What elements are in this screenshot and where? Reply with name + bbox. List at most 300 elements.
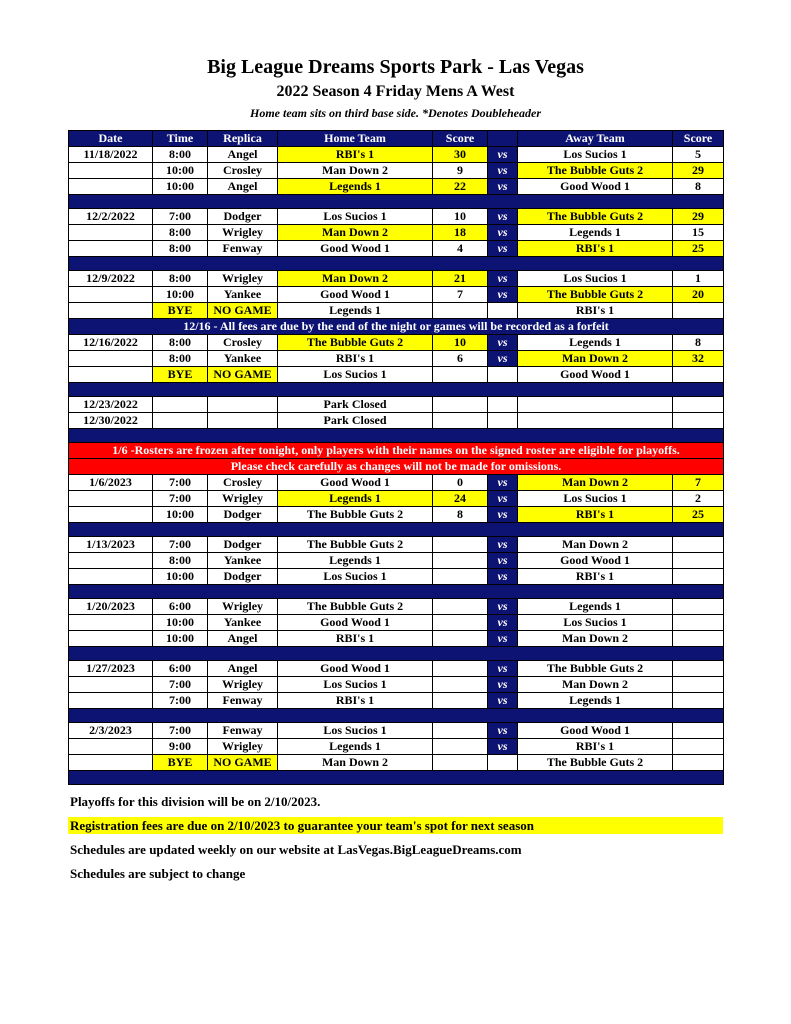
- vs-cell: vs: [488, 569, 518, 585]
- time-cell: 6:00: [153, 599, 208, 615]
- time-cell: 8:00: [153, 335, 208, 351]
- separator-row: [69, 771, 724, 785]
- away-score-cell: [673, 537, 724, 553]
- home-score-cell: [433, 631, 488, 647]
- home-team-cell: Man Down 2: [278, 225, 433, 241]
- header-home-team: Home Team: [278, 131, 433, 147]
- home-score-cell: 10: [433, 335, 488, 351]
- replica-cell: [208, 397, 278, 413]
- notice-row: [69, 319, 724, 335]
- home-team-cell: The Bubble Guts 2: [278, 599, 433, 615]
- home-team-cell: Los Sucios 1: [278, 569, 433, 585]
- vs-cell: vs: [488, 179, 518, 195]
- bye-row: [69, 755, 724, 771]
- time-cell: 7:00: [153, 693, 208, 709]
- bye-row: [69, 303, 724, 319]
- away-team-cell: Legends 1: [518, 599, 673, 615]
- away-team-cell: Man Down 2: [518, 475, 673, 491]
- away-team-cell: Los Sucios 1: [518, 491, 673, 507]
- alert-row: [69, 459, 724, 475]
- game-row: [69, 271, 724, 287]
- time-cell: 8:00: [153, 147, 208, 163]
- away-score-cell: 15: [673, 225, 724, 241]
- date-cell: [69, 615, 153, 631]
- replica-cell: Fenway: [208, 693, 278, 709]
- game-row: [69, 693, 724, 709]
- separator-bar: [69, 771, 724, 785]
- away-score-cell: [673, 303, 724, 319]
- away-team-cell: The Bubble Guts 2: [518, 163, 673, 179]
- separator-bar: [69, 647, 724, 661]
- home-team-cell: Man Down 2: [278, 755, 433, 771]
- away-score-cell: [673, 723, 724, 739]
- home-team-cell: Los Sucios 1: [278, 723, 433, 739]
- home-score-cell: 8: [433, 507, 488, 523]
- time-cell: 8:00: [153, 553, 208, 569]
- away-score-cell: [673, 413, 724, 429]
- home-score-cell: 4: [433, 241, 488, 257]
- bye-row: [69, 367, 724, 383]
- closed-row: [69, 413, 724, 429]
- game-row: [69, 475, 724, 491]
- game-row: [69, 209, 724, 225]
- away-score-cell: 25: [673, 241, 724, 257]
- replica-cell: Dodger: [208, 537, 278, 553]
- away-score-cell: [673, 615, 724, 631]
- home-team-note: Home team sits on third base side. *Denotes Doubleheader: [250, 106, 541, 120]
- header-away-score: Score: [673, 131, 724, 147]
- date-cell: [69, 569, 153, 585]
- footer-line-1: Playoffs for this division will be on 2/10/2023.: [70, 794, 321, 809]
- park-closed-cell: Park Closed: [278, 413, 433, 429]
- vs-cell: vs: [488, 335, 518, 351]
- notice-text: 12/16 - All fees are due by the end of the night or games will be recorded as a forfeit: [69, 319, 724, 335]
- date-cell: [69, 163, 153, 179]
- date-cell: [69, 739, 153, 755]
- date-cell: [69, 491, 153, 507]
- separator-bar: [69, 523, 724, 537]
- separator-row: [69, 585, 724, 599]
- home-score-cell: [433, 693, 488, 709]
- game-row: [69, 241, 724, 257]
- game-row: [69, 351, 724, 367]
- away-score-cell: [673, 661, 724, 677]
- game-row: [69, 491, 724, 507]
- away-team-cell: Legends 1: [518, 225, 673, 241]
- time-cell: 10:00: [153, 287, 208, 303]
- away-team-cell: Good Wood 1: [518, 723, 673, 739]
- time-cell: 7:00: [153, 475, 208, 491]
- away-team-cell: Los Sucios 1: [518, 615, 673, 631]
- away-team-cell: Good Wood 1: [518, 179, 673, 195]
- time-cell: 6:00: [153, 661, 208, 677]
- game-row: [69, 147, 724, 163]
- home-score-cell: [433, 615, 488, 631]
- separator-row: [69, 647, 724, 661]
- alert-text: 1/6 -Rosters are frozen after tonight, only players with their names on the signed roster are eligible for playoffs.: [69, 443, 724, 459]
- game-row: [69, 553, 724, 569]
- date-cell: 12/23/2022: [69, 397, 153, 413]
- vs-cell: [488, 303, 518, 319]
- away-team-cell: The Bubble Guts 2: [518, 287, 673, 303]
- away-score-cell: [673, 677, 724, 693]
- table-header-row: [69, 131, 724, 147]
- vs-cell: vs: [488, 661, 518, 677]
- home-team-cell: Good Wood 1: [278, 287, 433, 303]
- replica-cell: Wrigley: [208, 739, 278, 755]
- vs-cell: vs: [488, 739, 518, 755]
- home-team-cell: Man Down 2: [278, 271, 433, 287]
- away-team-cell: Los Sucios 1: [518, 271, 673, 287]
- away-team-cell: The Bubble Guts 2: [518, 209, 673, 225]
- header-away-team: Away Team: [518, 131, 673, 147]
- date-cell: 1/27/2023: [69, 661, 153, 677]
- game-row: [69, 723, 724, 739]
- replica-cell: Wrigley: [208, 677, 278, 693]
- date-cell: 2/3/2023: [69, 723, 153, 739]
- date-cell: [69, 179, 153, 195]
- date-cell: [69, 241, 153, 257]
- replica-cell: Dodger: [208, 507, 278, 523]
- home-team-cell: The Bubble Guts 2: [278, 507, 433, 523]
- separator-row: [69, 195, 724, 209]
- game-row: [69, 335, 724, 351]
- header-time: Time: [153, 131, 208, 147]
- no-game-cell: NO GAME: [208, 755, 278, 771]
- no-game-cell: NO GAME: [208, 303, 278, 319]
- time-cell: 7:00: [153, 537, 208, 553]
- away-team-cell: RBI's 1: [518, 569, 673, 585]
- away-score-cell: [673, 553, 724, 569]
- away-score-cell: [673, 739, 724, 755]
- bye-cell: BYE: [153, 303, 208, 319]
- page-subtitle: 2022 Season 4 Friday Mens A West: [276, 83, 515, 100]
- vs-cell: vs: [488, 507, 518, 523]
- home-score-cell: [433, 739, 488, 755]
- away-score-cell: 8: [673, 179, 724, 195]
- time-cell: 10:00: [153, 569, 208, 585]
- vs-cell: vs: [488, 209, 518, 225]
- vs-cell: vs: [488, 631, 518, 647]
- replica-cell: Angel: [208, 661, 278, 677]
- away-team-cell: Good Wood 1: [518, 367, 673, 383]
- page-header: [0, 56, 791, 121]
- home-score-cell: [433, 397, 488, 413]
- home-score-cell: 7: [433, 287, 488, 303]
- game-row: [69, 163, 724, 179]
- away-score-cell: 25: [673, 507, 724, 523]
- time-cell: 8:00: [153, 241, 208, 257]
- vs-cell: vs: [488, 147, 518, 163]
- footer-line-3: Schedules are updated weekly on our website at LasVegas.BigLeagueDreams.com: [70, 842, 522, 857]
- away-score-cell: [673, 631, 724, 647]
- away-team-cell: Man Down 2: [518, 351, 673, 367]
- vs-cell: vs: [488, 537, 518, 553]
- home-team-cell: RBI's 1: [278, 147, 433, 163]
- vs-cell: [488, 397, 518, 413]
- time-cell: 10:00: [153, 615, 208, 631]
- home-team-cell: Los Sucios 1: [278, 209, 433, 225]
- time-cell: 8:00: [153, 271, 208, 287]
- away-team-cell: [518, 397, 673, 413]
- separator-bar: [69, 585, 724, 599]
- away-score-cell: 29: [673, 163, 724, 179]
- no-game-cell: NO GAME: [208, 367, 278, 383]
- separator-bar: [69, 257, 724, 271]
- home-team-cell: Good Wood 1: [278, 615, 433, 631]
- away-score-cell: [673, 693, 724, 709]
- game-row: [69, 739, 724, 755]
- time-cell: [153, 413, 208, 429]
- replica-cell: Wrigley: [208, 491, 278, 507]
- date-cell: 1/6/2023: [69, 475, 153, 491]
- park-closed-cell: Park Closed: [278, 397, 433, 413]
- time-cell: 8:00: [153, 351, 208, 367]
- time-cell: 9:00: [153, 739, 208, 755]
- home-team-cell: Good Wood 1: [278, 241, 433, 257]
- separator-row: [69, 523, 724, 537]
- home-team-cell: Legends 1: [278, 739, 433, 755]
- replica-cell: Crosley: [208, 335, 278, 351]
- replica-cell: Fenway: [208, 241, 278, 257]
- home-score-cell: [433, 303, 488, 319]
- date-cell: [69, 553, 153, 569]
- footer-line-4: Schedules are subject to change: [70, 866, 246, 881]
- time-cell: [153, 397, 208, 413]
- home-score-cell: 0: [433, 475, 488, 491]
- date-cell: [69, 755, 153, 771]
- vs-cell: vs: [488, 723, 518, 739]
- away-score-cell: 8: [673, 335, 724, 351]
- vs-cell: vs: [488, 599, 518, 615]
- home-score-cell: [433, 367, 488, 383]
- away-team-cell: Man Down 2: [518, 677, 673, 693]
- away-score-cell: [673, 599, 724, 615]
- vs-cell: vs: [488, 475, 518, 491]
- home-score-cell: [433, 755, 488, 771]
- date-cell: 1/13/2023: [69, 537, 153, 553]
- separator-bar: [69, 429, 724, 443]
- away-team-cell: Man Down 2: [518, 631, 673, 647]
- home-team-cell: Los Sucios 1: [278, 367, 433, 383]
- game-row: [69, 507, 724, 523]
- home-score-cell: [433, 677, 488, 693]
- home-team-cell: Man Down 2: [278, 163, 433, 179]
- time-cell: 10:00: [153, 179, 208, 195]
- away-team-cell: The Bubble Guts 2: [518, 661, 673, 677]
- away-score-cell: 2: [673, 491, 724, 507]
- date-cell: [69, 693, 153, 709]
- date-cell: 1/20/2023: [69, 599, 153, 615]
- away-score-cell: [673, 367, 724, 383]
- away-score-cell: 7: [673, 475, 724, 491]
- home-team-cell: Legends 1: [278, 303, 433, 319]
- replica-cell: Yankee: [208, 351, 278, 367]
- game-row: [69, 287, 724, 303]
- time-cell: 7:00: [153, 209, 208, 225]
- game-row: [69, 615, 724, 631]
- home-score-cell: [433, 553, 488, 569]
- replica-cell: [208, 413, 278, 429]
- game-row: [69, 569, 724, 585]
- time-cell: 7:00: [153, 723, 208, 739]
- home-team-cell: RBI's 1: [278, 693, 433, 709]
- replica-cell: Wrigley: [208, 599, 278, 615]
- separator-row: [69, 429, 724, 443]
- vs-cell: vs: [488, 287, 518, 303]
- game-row: [69, 537, 724, 553]
- vs-cell: [488, 367, 518, 383]
- home-score-cell: 21: [433, 271, 488, 287]
- header-home-score: Score: [433, 131, 488, 147]
- home-team-cell: RBI's 1: [278, 351, 433, 367]
- home-score-cell: 24: [433, 491, 488, 507]
- home-team-cell: Legends 1: [278, 491, 433, 507]
- away-team-cell: Legends 1: [518, 693, 673, 709]
- away-score-cell: 29: [673, 209, 724, 225]
- alert-row: [69, 443, 724, 459]
- home-team-cell: Legends 1: [278, 553, 433, 569]
- separator-bar: [69, 709, 724, 723]
- home-score-cell: [433, 413, 488, 429]
- date-cell: 12/9/2022: [69, 271, 153, 287]
- vs-cell: vs: [488, 693, 518, 709]
- game-row: [69, 179, 724, 195]
- home-score-cell: [433, 661, 488, 677]
- game-row: [69, 661, 724, 677]
- closed-row: [69, 397, 724, 413]
- home-team-cell: The Bubble Guts 2: [278, 537, 433, 553]
- home-score-cell: 30: [433, 147, 488, 163]
- schedule-body: [69, 147, 724, 785]
- date-cell: [69, 351, 153, 367]
- vs-cell: vs: [488, 491, 518, 507]
- replica-cell: Yankee: [208, 287, 278, 303]
- away-team-cell: [518, 413, 673, 429]
- header-replica: Replica: [208, 131, 278, 147]
- home-team-cell: Good Wood 1: [278, 475, 433, 491]
- time-cell: 7:00: [153, 491, 208, 507]
- away-score-cell: 1: [673, 271, 724, 287]
- away-score-cell: [673, 397, 724, 413]
- date-cell: 12/16/2022: [69, 335, 153, 351]
- bye-cell: BYE: [153, 755, 208, 771]
- home-team-cell: Los Sucios 1: [278, 677, 433, 693]
- separator-bar: [69, 383, 724, 397]
- vs-cell: vs: [488, 163, 518, 179]
- header-date: Date: [69, 131, 153, 147]
- away-team-cell: Man Down 2: [518, 537, 673, 553]
- date-cell: [69, 631, 153, 647]
- page-title: Big League Dreams Sports Park - Las Vegas: [207, 56, 584, 78]
- replica-cell: Angel: [208, 147, 278, 163]
- replica-cell: Crosley: [208, 163, 278, 179]
- game-row: [69, 677, 724, 693]
- time-cell: 10:00: [153, 631, 208, 647]
- home-score-cell: 6: [433, 351, 488, 367]
- footer-line-2: Registration fees are due on 2/10/2023 to guarantee your team's spot for next season: [68, 817, 723, 834]
- replica-cell: Wrigley: [208, 225, 278, 241]
- date-cell: [69, 225, 153, 241]
- home-score-cell: 18: [433, 225, 488, 241]
- home-team-cell: The Bubble Guts 2: [278, 335, 433, 351]
- replica-cell: Dodger: [208, 209, 278, 225]
- away-team-cell: RBI's 1: [518, 241, 673, 257]
- replica-cell: Dodger: [208, 569, 278, 585]
- header-vs: [488, 131, 518, 147]
- vs-cell: vs: [488, 351, 518, 367]
- date-cell: 12/30/2022: [69, 413, 153, 429]
- replica-cell: Crosley: [208, 475, 278, 491]
- date-cell: [69, 677, 153, 693]
- footer-notes: [68, 793, 723, 882]
- away-team-cell: Los Sucios 1: [518, 147, 673, 163]
- game-row: [69, 225, 724, 241]
- time-cell: 7:00: [153, 677, 208, 693]
- home-score-cell: 10: [433, 209, 488, 225]
- separator-bar: [69, 195, 724, 209]
- home-team-cell: Good Wood 1: [278, 661, 433, 677]
- replica-cell: Wrigley: [208, 271, 278, 287]
- away-score-cell: [673, 569, 724, 585]
- home-score-cell: [433, 537, 488, 553]
- separator-row: [69, 709, 724, 723]
- home-score-cell: [433, 569, 488, 585]
- replica-cell: Angel: [208, 179, 278, 195]
- away-team-cell: Legends 1: [518, 335, 673, 351]
- away-score-cell: [673, 755, 724, 771]
- away-team-cell: The Bubble Guts 2: [518, 755, 673, 771]
- vs-cell: vs: [488, 241, 518, 257]
- vs-cell: [488, 755, 518, 771]
- time-cell: 8:00: [153, 225, 208, 241]
- replica-cell: Fenway: [208, 723, 278, 739]
- away-score-cell: 5: [673, 147, 724, 163]
- date-cell: [69, 287, 153, 303]
- vs-cell: vs: [488, 553, 518, 569]
- away-team-cell: RBI's 1: [518, 739, 673, 755]
- away-team-cell: Good Wood 1: [518, 553, 673, 569]
- replica-cell: Yankee: [208, 615, 278, 631]
- bye-cell: BYE: [153, 367, 208, 383]
- home-score-cell: [433, 599, 488, 615]
- alert-text: Please check carefully as changes will not be made for omissions.: [69, 459, 724, 475]
- date-cell: 12/2/2022: [69, 209, 153, 225]
- vs-cell: vs: [488, 225, 518, 241]
- vs-cell: vs: [488, 615, 518, 631]
- replica-cell: Yankee: [208, 553, 278, 569]
- date-cell: 11/18/2022: [69, 147, 153, 163]
- game-row: [69, 599, 724, 615]
- date-cell: [69, 303, 153, 319]
- home-score-cell: 22: [433, 179, 488, 195]
- date-cell: [69, 367, 153, 383]
- vs-cell: [488, 413, 518, 429]
- away-score-cell: 20: [673, 287, 724, 303]
- time-cell: 10:00: [153, 507, 208, 523]
- separator-row: [69, 383, 724, 397]
- time-cell: 10:00: [153, 163, 208, 179]
- separator-row: [69, 257, 724, 271]
- date-cell: [69, 507, 153, 523]
- away-team-cell: RBI's 1: [518, 303, 673, 319]
- replica-cell: Angel: [208, 631, 278, 647]
- away-score-cell: 32: [673, 351, 724, 367]
- home-score-cell: [433, 723, 488, 739]
- home-team-cell: Legends 1: [278, 179, 433, 195]
- vs-cell: vs: [488, 271, 518, 287]
- vs-cell: vs: [488, 677, 518, 693]
